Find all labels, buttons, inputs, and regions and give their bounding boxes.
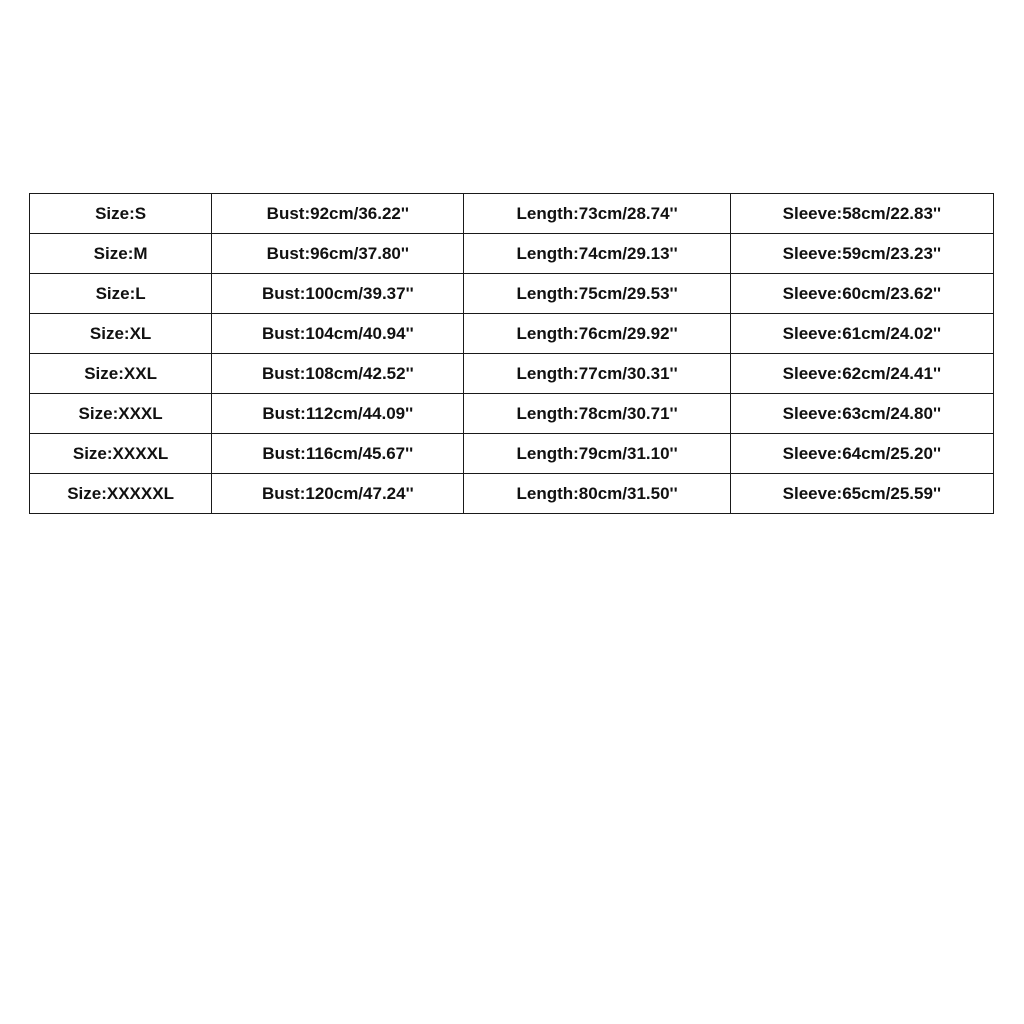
table-row [30, 394, 994, 434]
table-row [30, 234, 994, 274]
table-row [30, 434, 994, 474]
size-cell: Size:XXXXL [30, 434, 212, 474]
bust-cell: Bust:104cm/40.94'' [212, 314, 464, 354]
size-cell: Size:XXXL [30, 394, 212, 434]
sleeve-cell: Sleeve:61cm/24.02'' [730, 314, 993, 354]
table-row [30, 314, 994, 354]
table-row [30, 474, 994, 514]
sleeve-cell: Sleeve:60cm/23.62'' [730, 274, 993, 314]
length-cell: Length:78cm/30.71'' [464, 394, 730, 434]
length-cell: Length:74cm/29.13'' [464, 234, 730, 274]
length-cell: Length:73cm/28.74'' [464, 194, 730, 234]
bust-cell: Bust:112cm/44.09'' [212, 394, 464, 434]
bust-cell: Bust:116cm/45.67'' [212, 434, 464, 474]
sleeve-cell: Sleeve:62cm/24.41'' [730, 354, 993, 394]
size-chart-table [29, 193, 994, 514]
size-cell: Size:M [30, 234, 212, 274]
sleeve-cell: Sleeve:59cm/23.23'' [730, 234, 993, 274]
size-cell: Size:XXXXXL [30, 474, 212, 514]
sleeve-cell: Sleeve:63cm/24.80'' [730, 394, 993, 434]
table-row [30, 274, 994, 314]
bust-cell: Bust:92cm/36.22'' [212, 194, 464, 234]
size-cell: Size:XXL [30, 354, 212, 394]
size-cell: Size:S [30, 194, 212, 234]
length-cell: Length:79cm/31.10'' [464, 434, 730, 474]
size-cell: Size:XL [30, 314, 212, 354]
length-cell: Length:77cm/30.31'' [464, 354, 730, 394]
table-row [30, 354, 994, 394]
bust-cell: Bust:120cm/47.24'' [212, 474, 464, 514]
sleeve-cell: Sleeve:65cm/25.59'' [730, 474, 993, 514]
length-cell: Length:75cm/29.53'' [464, 274, 730, 314]
length-cell: Length:76cm/29.92'' [464, 314, 730, 354]
bust-cell: Bust:108cm/42.52'' [212, 354, 464, 394]
sleeve-cell: Sleeve:64cm/25.20'' [730, 434, 993, 474]
bust-cell: Bust:100cm/39.37'' [212, 274, 464, 314]
length-cell: Length:80cm/31.50'' [464, 474, 730, 514]
bust-cell: Bust:96cm/37.80'' [212, 234, 464, 274]
table-row [30, 194, 994, 234]
sleeve-cell: Sleeve:58cm/22.83'' [730, 194, 993, 234]
size-cell: Size:L [30, 274, 212, 314]
